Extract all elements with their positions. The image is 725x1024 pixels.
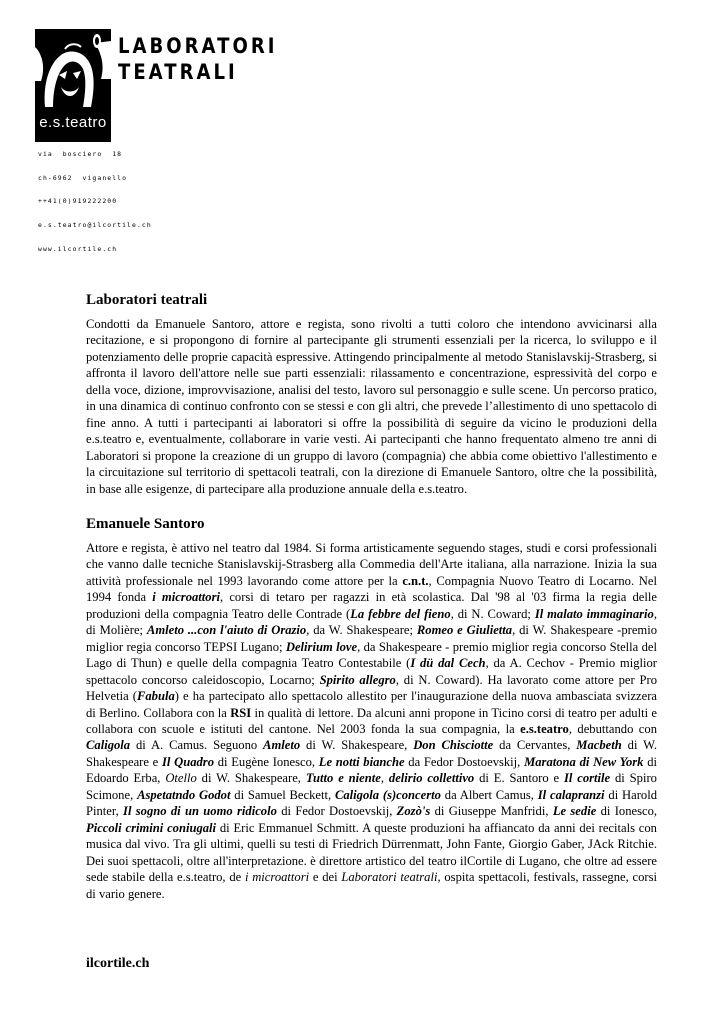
bio-emphasis-text: Fabula: [136, 689, 175, 704]
contact-address: [38, 135, 152, 262]
bio-emphasis-text: La febbre del fieno: [350, 606, 451, 621]
bio-emphasis-text: Il Quadro: [161, 754, 214, 769]
bio-text: di Harold Pinter,: [86, 787, 657, 819]
bio-text: ,: [380, 771, 389, 786]
logo-title-line2: TEATRALI: [118, 60, 238, 84]
bio-emphasis-text: Delirium love: [285, 639, 358, 654]
bio-emphasis-text: Macbeth: [576, 738, 622, 753]
bio-text: , di W. Shakespeare -premio miglior regia concorso TEPSI Lugano;: [86, 623, 658, 654]
address-phone: ++41(0)919222200: [38, 197, 118, 206]
bio-emphasis-text: Aspetatndo Godot: [137, 787, 231, 802]
bio-text: da Albert Camus,: [440, 787, 538, 802]
bio-emphasis-text: Caligola: [86, 738, 131, 753]
bio-text: di Samuel Beckett,: [230, 787, 335, 802]
bio-text: , da Shakespeare - premio miglior regia concorso Stella del Lago di Thun) e quelle della compagnia Teatro Contestabile (: [86, 639, 658, 671]
bio-emphasis-text: i microattori: [152, 590, 220, 605]
bio-emphasis-text: Don Chisciotte: [413, 738, 494, 753]
address-website: www.ilcortile.ch: [38, 244, 118, 253]
bio-text: di W. Shakespeare,: [300, 738, 414, 753]
bio-emphasis-text: Le notti bianche: [318, 754, 405, 769]
bio-text: e dei: [309, 870, 342, 885]
address-email: e.s.teatro@ilcortile.ch: [38, 220, 152, 229]
bio-emphasis-text: Amleto ...con l'aiuto di Orazio: [146, 623, 307, 638]
bio-text: in qualità di lettore. Da alcuni anni propone in Ticino corsi di teatro per adulti e collabora con scuole e istituti del cantone. Nel 2003 fonda la sua compagnia, la: [86, 705, 657, 736]
section-heading-santoro: Emanuele Santoro: [86, 516, 205, 532]
theatre-mask-icon: [35, 29, 111, 113]
bio-emphasis-text: Amleto: [263, 738, 301, 753]
bio-emphasis-text: Le sedie: [552, 804, 597, 819]
bio-emphasis-text: Spirito allegro: [319, 672, 396, 687]
section-body-laboratori: Condotti da Emanuele Santoro, attore e regista, sono rivolti a tutti coloro che intendono avvicinarsi alla recitazione, e si propongono di fornire al partecipante gli strumenti essenziali per la ricerca, lo sviluppo e il potenziamento delle proprie capacità espressive. Attingendo principalmente al metodo Stanislavskij-Strasberg, si affronta il lavoro dell'attore nelle sue parti essenziali: rilassamento e concentrazione, espressività del corpo e della voce, dizione, improvvisazione, analisi del testo, lavoro sul personaggio e sulle scene. Un percorso pratico, in una dinamica di continuo confronto con se stessi e con gli altri, che prevede l’allestimento di uno spettacolo di fine anno. A tutti i partecipanti ai laboratori si offre la possibilità di seguire da vicino le produzioni della e.s.teatro e, eventualmente, collaborare in varie vesti. Ai partecipanti che hanno frequentato almeno tre anni di Laboratori si propone la creazione di un gruppo di lavoro (compagnia) che abbia come obiettivo l'allestimento e la circuitazione sul territorio di spettacoli teatrali, con la direzione di Emanuele Santoro, oltre che la possibilità, in base alle esigenze, di partecipare alla produzione annuale della e.s.teatro.: [86, 317, 657, 496]
bio-emphasis-text: Il malato immaginario: [534, 606, 654, 621]
bio-text: , da A. Cechov - Premio miglior spettacolo concorso caleidoscopio, Locarno;: [86, 656, 657, 687]
section-heading-laboratori: Laboratori teatrali: [86, 292, 208, 308]
bio-text: , di N. Coward;: [450, 606, 535, 621]
bio-text: di Spiro Scimone,: [86, 771, 657, 802]
logo-title-line1: LABORATORI: [118, 34, 278, 58]
bio-text: di A. Camus. Seguono: [130, 738, 264, 753]
bio-text: , Compagnia Nuovo Teatro di Locarno. Nel 1994 fonda: [86, 573, 657, 605]
bio-text: , di Molière;: [86, 606, 658, 638]
bio-text: Attore e regista, è attivo nel teatro dal 1984. Si forma artisticamente seguendo stages, studi e corsi professionali che vanno dalle tecniche Stanislavskij-Strasberg alla Commedia dell'Arte italiana, alla narrazione. Inizia la sua attività professionale nel 1993 lavorando come attore per la: [86, 541, 657, 588]
logo-caption: e.s.teatro: [35, 112, 111, 134]
address-street: via bosciero 18: [38, 149, 123, 158]
bio-emphasis-text: Otello: [165, 771, 197, 786]
bio-emphasis-text: Il cortile: [563, 771, 611, 786]
bio-emphasis-text: c.n.t.: [402, 573, 429, 588]
bio-text: , da W. Shakespeare;: [306, 623, 417, 638]
bio-emphasis-text: Romeo e Giulietta: [416, 623, 513, 638]
bio-emphasis-text: I dü dal Cech: [410, 656, 486, 671]
bio-text: ) e ha partecipato allo spettacolo allestito per l'inaugurazione della nuova ambasciata svizzera di Berlino. Collabora con la: [86, 689, 657, 720]
bio-emphasis-text: Caligola (s)concerto: [334, 787, 441, 802]
bio-text: di W. Shakespeare,: [196, 771, 306, 786]
bio-text: , ospita spettacoli, festivals, rassegne, corsi di vario genere.: [86, 870, 657, 901]
logo-title: [118, 33, 277, 85]
bio-emphasis-text: Piccoli crimini coniugali: [86, 820, 217, 835]
section-body-santoro: [86, 540, 657, 902]
bio-text: di Edoardo Erba,: [86, 754, 657, 786]
bio-text: di Eric Emmanuel Schmitt. A queste produzioni ha affiancato da anni dei recitals con musica dal vivo. Tra gli ultimi, quelli su testi di Friedrich Dürrenmatt, John Fante, Giorgio Gaber, JAck Ritchie. Dei suoi spettacoli, oltre all'interpretazione. è direttore artistico del teatro ilCortile di Lugano, che oltre ad essere sede stabile della e.s.teatro, de: [86, 820, 657, 885]
bio-emphasis-text: Maratona di New York: [524, 754, 644, 769]
bio-text: , di N. Coward). Ha lavorato come attore per Pro Helvetia (: [86, 672, 657, 704]
bio-emphasis-text: i microattori: [244, 870, 310, 885]
address-city: ch-6962 viganello: [38, 173, 128, 182]
bio-text: , debuttando con: [568, 721, 657, 736]
bio-emphasis-text: Il sogno di un uomo ridicolo: [123, 804, 277, 819]
footer-website: ilcortile.ch: [86, 956, 150, 971]
bio-emphasis-text: delirio collettivo: [388, 771, 475, 786]
bio-text: da Fedor Dostoevskij,: [404, 754, 525, 769]
bio-text: di E. Santoro e: [474, 771, 564, 786]
bio-text: di Eugène Ionesco,: [214, 754, 319, 769]
bio-emphasis-text: e.s.teatro: [520, 721, 569, 736]
bio-emphasis-text: Zozò's: [396, 804, 431, 819]
bio-emphasis-text: Tutto e niente: [305, 771, 381, 786]
bio-emphasis-text: Il calapranzi: [537, 787, 605, 802]
bio-emphasis-text: Laboratori teatrali: [341, 870, 438, 885]
bio-text: di Fedor Dostoevskij,: [276, 804, 397, 819]
bio-text: di W. Shakespeare e: [86, 738, 657, 769]
bio-text: da Cervantes,: [493, 738, 577, 753]
bio-text: di Giuseppe Manfridi,: [430, 804, 553, 819]
bio-text: , corsi di tetaro per ragazzi in età scolastica. Dal '98 al '03 firma la regia delle produzioni della compagnia Teatro delle Contrade (: [86, 590, 657, 621]
bio-text: di Ionesco,: [596, 804, 658, 819]
bio-emphasis-text: RSI: [230, 705, 252, 720]
